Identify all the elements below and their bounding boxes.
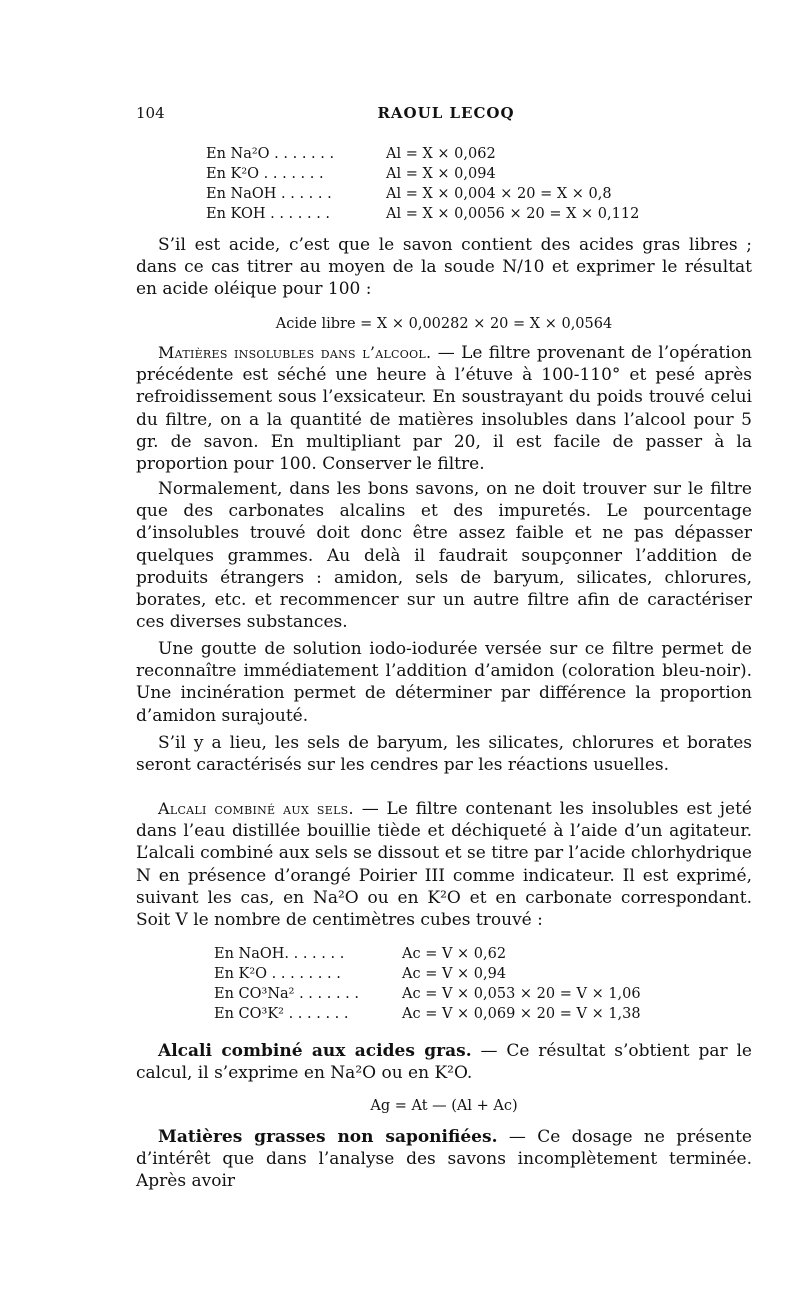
section-title-acides-gras: Alcali combiné aux acides gras. <box>158 1041 472 1061</box>
formula-rhs: Ac = V × 0,62 <box>402 946 507 962</box>
running-title: RAOUL LECOQ <box>377 104 515 122</box>
formula-lhs: En NaOH. . . . . . . <box>214 946 345 962</box>
formula-rhs: Ac = V × 0,069 × 20 = V × 1,38 <box>402 1006 641 1022</box>
section-title-non-saponifiees: Matières grasses non saponifiées. <box>158 1127 498 1147</box>
formula-lhs: En CO³Na² . . . . . . . <box>214 986 359 1002</box>
paragraph-lieu: S’il y a lieu, les sels de baryum, les silicates, chlorures et borates seront caractérisés sur les cendres par les réactions usuelles. <box>136 733 752 776</box>
formula-lhs: En K²O . . . . . . . . <box>214 966 341 982</box>
formula-rhs: Al = X × 0,062 <box>386 146 496 162</box>
formula-lhs: En KOH . . . . . . . <box>206 206 331 222</box>
paragraph-non-saponifiees <box>136 1126 752 1193</box>
page-number: 104 <box>136 104 165 122</box>
paragraph-body: — Le filtre contenant les insolubles est jeté dans l’eau distillée bouillie tiède et déchiqueté à l’aide d’un agitateur. L’alcali combiné aux sels se dissout et se titre par l’acide chlorhydrique N en présence d’orangé Poirier III comme indicateur. Il est exprimé, suivant les cas, en Na²O ou en K²O et en carbonate correspondant. Soit V le nombre de centimètres cubes trouvé : <box>136 799 752 931</box>
equation-acide-libre: Acide libre = X × 0,00282 × 20 = X × 0,0564 <box>275 316 613 332</box>
paragraph-acide: S’il est acide, c’est que le savon contient des acides gras libres ; dans ce cas titrer au moyen de la soude N/10 et exprimer le résultat en acide oléique pour 100 : <box>136 235 752 300</box>
formula-rhs: Ac = V × 0,94 <box>402 966 507 982</box>
formula-rhs: Al = X × 0,094 <box>386 166 496 182</box>
formula-lhs: En K²O . . . . . . . <box>206 166 324 182</box>
paragraph-acides-gras <box>136 1040 752 1084</box>
formula-lhs: En Na²O . . . . . . . <box>206 146 335 162</box>
formula-lhs: En NaOH . . . . . . <box>206 186 332 202</box>
formula-lhs: En CO³K² . . . . . . . <box>214 1006 349 1022</box>
paragraph-normalement: Normalement, dans les bons savons, on ne doit trouver sur le filtre que des carbonates alcalins et des impuretés. Le pourcentage d’insolubles trouvé doit donc être assez faible et ne pas dépasser quelques grammes. Au delà il faudrait soupçonner l’addition de produits étrangers : amidon, sels de baryum, silicates, chlorures, borates, etc. et recommencer sur un autre filtre afin de caractériser ces diverses substances. <box>136 479 752 633</box>
paragraph-body: — Ce dosage ne présente d’intérêt que dans l’analyse des savons incomplètement terminée. Après avoir <box>136 1127 752 1192</box>
paragraph-body: — Le filtre provenant de l’opération précédente est séché une heure à l’étuve à 100-110° et pesé après refroidissement sous l’exsicateur. En soustrayant du poids trouvé celui du filtre, on a la quantité de matières insolubles dans l’alcool pour 5 gr. de savon. En multipliant par 20, il est facile de passer à la proportion pour 100. Conserver le filtre. <box>136 343 753 475</box>
formula-rhs: Al = X × 0,004 × 20 = X × 0,8 <box>386 186 612 202</box>
paragraph-alcali-sels <box>136 798 752 931</box>
formula-rhs: Ac = V × 0,053 × 20 = V × 1,06 <box>402 986 641 1002</box>
paragraph-goutte: Une goutte de solution iodo-iodurée versée sur ce filtre permet de reconnaître immédiatement l’addition d’amidon (coloration bleu-noir). Une incinération permet de déterminer par différence la proportion d’amidon surajouté. <box>136 639 752 726</box>
equation-ag: Ag = At — (Al + Ac) <box>370 1098 518 1114</box>
paragraph-insolubles <box>136 342 752 475</box>
formula-rhs: Al = X × 0,0056 × 20 = X × 0,112 <box>386 206 640 222</box>
page-header <box>136 104 756 126</box>
section-title-insolubles: Matières insolubles dans l’alcool. <box>158 343 432 362</box>
paragraph-body: — Ce résultat s’obtient par le calcul, il s’exprime en Na²O ou en K²O. <box>136 1041 752 1084</box>
section-title-alcali-sels: Alcali combiné aux sels. <box>158 799 354 818</box>
